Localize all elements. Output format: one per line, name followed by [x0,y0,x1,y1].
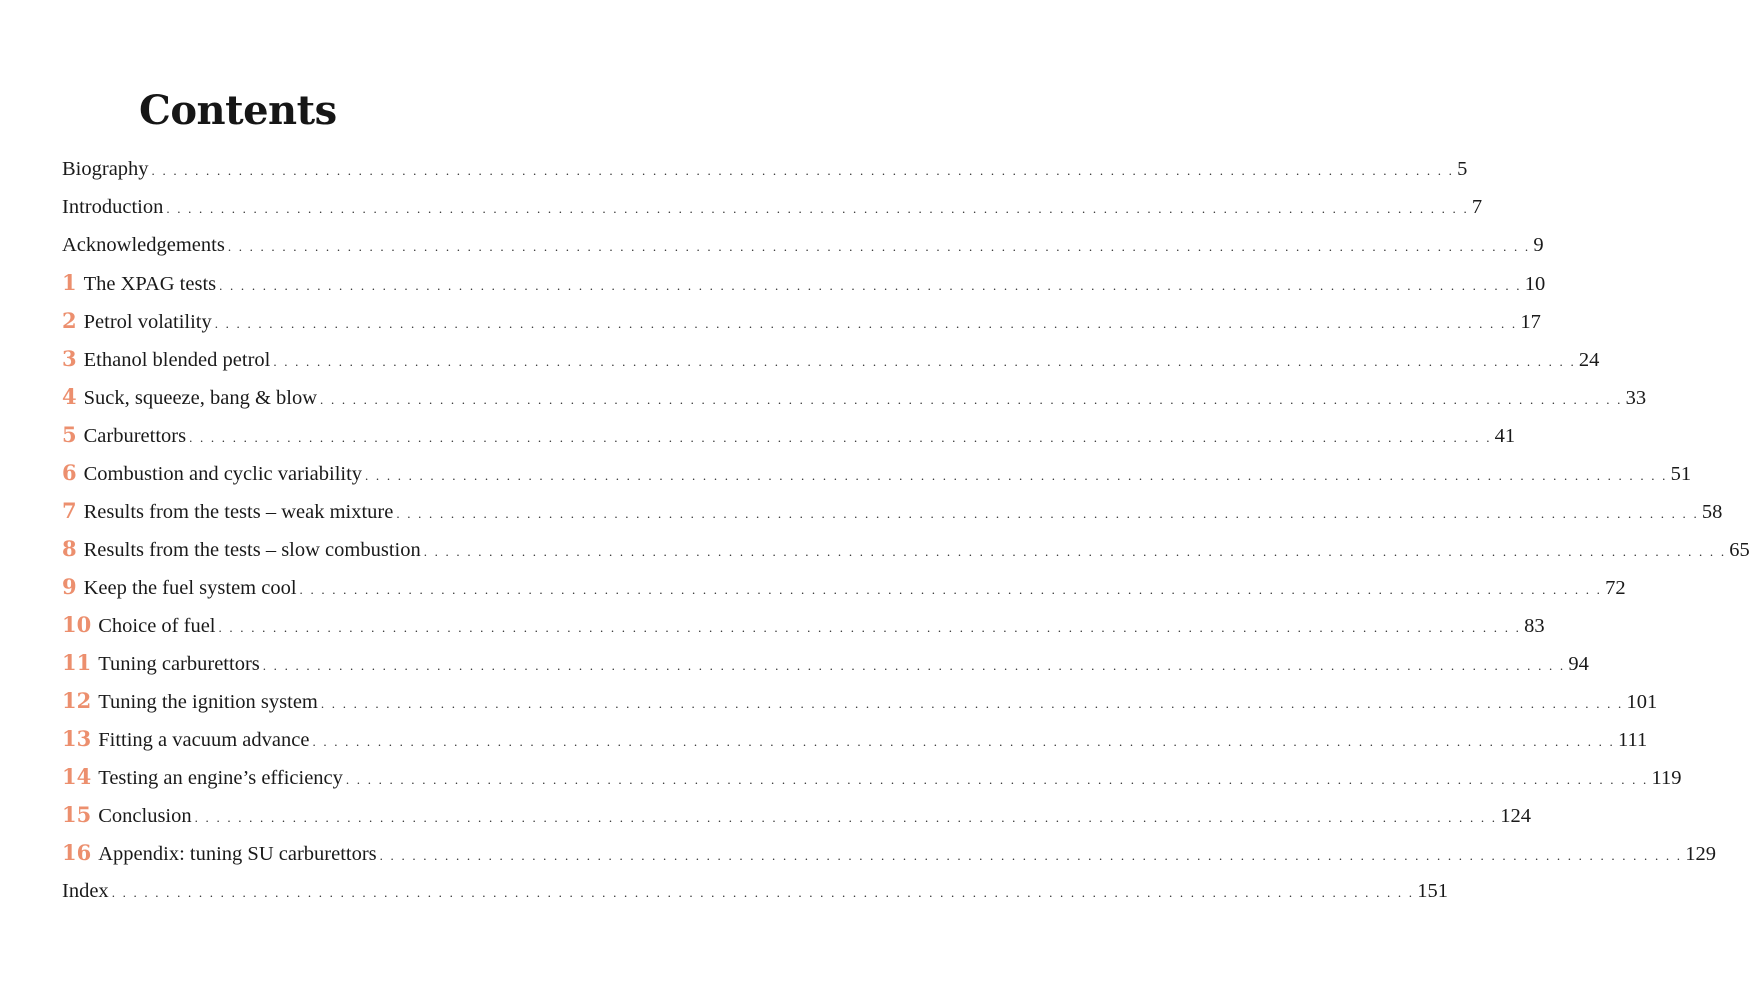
chapter-number: 2 [62,308,77,333]
entry-title: Petrol volatility [83,311,212,333]
page-number: 33 [1625,387,1647,409]
dot-leader: . . . . . . . . . . . . . . . . . . . . . . . . . . . . . . . . . . . . . . . . . . . . . . . . . . . . . . . . . . . . . . . . . . . . . . . . . . . . . . . . . . . . . . . . . . . . . . . . . . . . . . . . . . . . . . . . . . . . . . . . [189,430,1492,445]
chapter-number: 5 [62,422,77,447]
page-number: 51 [1670,463,1692,485]
dot-leader: . . . . . . . . . . . . . . . . . . . . . . . . . . . . . . . . . . . . . . . . . . . . . . . . . . . . . . . . . . . . . . . . . . . . . . . . . . . . . . . . . . . . . . . . . . . . . . . . . . . . . . . . . . . . . . . . . . . . . . . . [345,772,1649,787]
toc-entry-14[interactable] [62,644,1589,682]
toc-entry-15[interactable] [62,682,1658,720]
dot-leader: . . . . . . . . . . . . . . . . . . . . . . . . . . . . . . . . . . . . . . . . . . . . . . . . . . . . . . . . . . . . . . . . . . . . . . . . . . . . . . . . . . . . . . . . . . . . . . . . . . . . . . . . . . . . . . . . . . . . . . . . [111,885,1415,900]
toc-entry-7[interactable] [62,378,1647,416]
entry-title: Introduction [62,196,164,218]
page-number: 9 [1533,234,1544,256]
toc-entry-18[interactable] [62,796,1531,834]
entry-title: Biography [62,158,149,180]
toc-entry-11[interactable] [62,530,1750,568]
toc-entry-9[interactable] [62,454,1692,492]
dot-leader: . . . . . . . . . . . . . . . . . . . . . . . . . . . . . . . . . . . . . . . . . . . . . . . . . . . . . . . . . . . . . . . . . . . . . . . . . . . . . . . . . . . . . . . . . . . . . . . . . . . . . . . . . . . . . . . . . . . . . . . . [151,163,1455,178]
toc-entry-16[interactable] [62,720,1648,758]
chapter-number: 11 [62,650,92,675]
chapter-number: 10 [62,612,92,637]
toc-entry-20[interactable] [62,872,1448,910]
page-number: 10 [1524,273,1546,295]
toc-entry-13[interactable] [62,606,1545,644]
entry-title: Carburettors [83,425,187,447]
entry-title: Suck, squeeze, bang & blow [83,387,318,409]
page-number: 83 [1524,615,1545,637]
toc-entry-1[interactable] [62,150,1468,188]
chapter-number: 1 [62,270,77,295]
toc-entry-12[interactable] [62,568,1626,606]
dot-leader: . . . . . . . . . . . . . . . . . . . . . . . . . . . . . . . . . . . . . . . . . . . . . . . . . . . . . . . . . . . . . . . . . . . . . . . . . . . . . . . . . . . . . . . . . . . . . . . . . . . . . . . . . . . . . . . . . . . . . . . . [379,848,1683,863]
dot-leader: . . . . . . . . . . . . . . . . . . . . . . . . . . . . . . . . . . . . . . . . . . . . . . . . . . . . . . . . . . . . . . . . . . . . . . . . . . . . . . . . . . . . . . . . . . . . . . . . . . . . . . . . . . . . . . . . . . . . . . . . [423,544,1727,559]
dot-leader: . . . . . . . . . . . . . . . . . . . . . . . . . . . . . . . . . . . . . . . . . . . . . . . . . . . . . . . . . . . . . . . . . . . . . . . . . . . . . . . . . . . . . . . . . . . . . . . . . . . . . . . . . . . . . . . . . . . . . . . . [262,658,1566,673]
entry-title: Testing an engine’s efficiency [98,767,343,789]
dot-leader: . . . . . . . . . . . . . . . . . . . . . . . . . . . . . . . . . . . . . . . . . . . . . . . . . . . . . . . . . . . . . . . . . . . . . . . . . . . . . . . . . . . . . . . . . . . . . . . . . . . . . . . . . . . . . . . . . . . . . . . . [166,201,1469,216]
page-number: 124 [1500,805,1531,827]
page-number: 119 [1651,767,1682,789]
toc-entry-5[interactable] [62,302,1541,340]
table-of-contents [62,150,1750,910]
page-number: 5 [1457,158,1468,180]
toc-entry-3[interactable] [62,226,1544,264]
page-number: 151 [1417,880,1448,902]
chapter-number: 8 [62,536,77,561]
page-number: 7 [1471,196,1483,218]
chapter-number: 9 [62,574,77,599]
chapter-number: 7 [62,498,77,523]
toc-entry-8[interactable] [62,416,1516,454]
entry-title: Conclusion [98,805,192,827]
page-number: 94 [1568,653,1589,675]
page-number: 65 [1729,539,1750,561]
dot-leader: . . . . . . . . . . . . . . . . . . . . . . . . . . . . . . . . . . . . . . . . . . . . . . . . . . . . . . . . . . . . . . . . . . . . . . . . . . . . . . . . . . . . . . . . . . . . . . . . . . . . . . . . . . . . . . . . . . . . . . . . [365,468,1668,483]
page-number: 24 [1578,349,1600,371]
dot-leader: . . . . . . . . . . . . . . . . . . . . . . . . . . . . . . . . . . . . . . . . . . . . . . . . . . . . . . . . . . . . . . . . . . . . . . . . . . . . . . . . . . . . . . . . . . . . . . . . . . . . . . . . . . . . . . . . . . . . . . . . [273,354,1576,369]
chapter-number: 15 [62,802,92,827]
entry-title: Acknowledgements [62,234,225,256]
toc-entry-10[interactable] [62,492,1723,530]
chapter-number: 4 [62,384,77,409]
entry-title: Results from the tests – weak mixture [83,501,394,523]
chapter-number: 6 [62,460,77,485]
page-number: 17 [1520,311,1541,333]
chapter-number: 3 [62,346,77,371]
page-number: 111 [1618,729,1648,751]
page-number: 72 [1605,577,1626,599]
dot-leader: . . . . . . . . . . . . . . . . . . . . . . . . . . . . . . . . . . . . . . . . . . . . . . . . . . . . . . . . . . . . . . . . . . . . . . . . . . . . . . . . . . . . . . . . . . . . . . . . . . . . . . . . . . . . . . . . . . . . . . . . [194,810,1498,825]
page-number: 41 [1494,425,1516,447]
dot-leader: . . . . . . . . . . . . . . . . . . . . . . . . . . . . . . . . . . . . . . . . . . . . . . . . . . . . . . . . . . . . . . . . . . . . . . . . . . . . . . . . . . . . . . . . . . . . . . . . . . . . . . . . . . . . . . . . . . . . . . . . [299,582,1603,597]
dot-leader: . . . . . . . . . . . . . . . . . . . . . . . . . . . . . . . . . . . . . . . . . . . . . . . . . . . . . . . . . . . . . . . . . . . . . . . . . . . . . . . . . . . . . . . . . . . . . . . . . . . . . . . . . . . . . . . . . . . . . . . . [320,392,1623,407]
page-number: 129 [1685,843,1716,865]
dot-leader: . . . . . . . . . . . . . . . . . . . . . . . . . . . . . . . . . . . . . . . . . . . . . . . . . . . . . . . . . . . . . . . . . . . . . . . . . . . . . . . . . . . . . . . . . . . . . . . . . . . . . . . . . . . . . . . . . . . . . . . . [214,316,1518,331]
entry-title: Index [62,880,109,902]
entry-title: Ethanol blended petrol [83,349,271,371]
entry-title: Results from the tests – slow combustion [83,539,421,561]
entry-title: Tuning the ignition system [98,691,318,713]
entry-title: Fitting a vacuum advance [98,729,310,751]
entry-title: Combustion and cyclic variability [83,463,363,485]
entry-title: The XPAG tests [83,273,217,295]
entry-title: Tuning carburettors [98,653,260,675]
toc-entry-19[interactable] [62,834,1716,872]
dot-leader: . . . . . . . . . . . . . . . . . . . . . . . . . . . . . . . . . . . . . . . . . . . . . . . . . . . . . . . . . . . . . . . . . . . . . . . . . . . . . . . . . . . . . . . . . . . . . . . . . . . . . . . . . . . . . . . . . . . . . . . . [320,696,1624,711]
entry-title: Choice of fuel [98,615,216,637]
entry-title: Appendix: tuning SU carburettors [98,843,377,865]
chapter-number: 12 [62,688,92,713]
toc-entry-6[interactable] [62,340,1600,378]
page-number: 58 [1701,501,1723,523]
chapter-number: 13 [62,726,92,751]
dot-leader: . . . . . . . . . . . . . . . . . . . . . . . . . . . . . . . . . . . . . . . . . . . . . . . . . . . . . . . . . . . . . . . . . . . . . . . . . . . . . . . . . . . . . . . . . . . . . . . . . . . . . . . . . . . . . . . . . . . . . . . . [312,734,1615,749]
toc-entry-4[interactable] [62,264,1546,302]
entry-title: Keep the fuel system cool [83,577,297,599]
dot-leader: . . . . . . . . . . . . . . . . . . . . . . . . . . . . . . . . . . . . . . . . . . . . . . . . . . . . . . . . . . . . . . . . . . . . . . . . . . . . . . . . . . . . . . . . . . . . . . . . . . . . . . . . . . . . . . . . . . . . . . . . [219,278,1522,293]
toc-entry-17[interactable] [62,758,1682,796]
dot-leader: . . . . . . . . . . . . . . . . . . . . . . . . . . . . . . . . . . . . . . . . . . . . . . . . . . . . . . . . . . . . . . . . . . . . . . . . . . . . . . . . . . . . . . . . . . . . . . . . . . . . . . . . . . . . . . . . . . . . . . . . [218,620,1522,635]
chapter-number: 14 [62,764,92,789]
dot-leader: . . . . . . . . . . . . . . . . . . . . . . . . . . . . . . . . . . . . . . . . . . . . . . . . . . . . . . . . . . . . . . . . . . . . . . . . . . . . . . . . . . . . . . . . . . . . . . . . . . . . . . . . . . . . . . . . . . . . . . . . [396,506,1699,521]
page-number: 101 [1626,691,1658,713]
dot-leader: . . . . . . . . . . . . . . . . . . . . . . . . . . . . . . . . . . . . . . . . . . . . . . . . . . . . . . . . . . . . . . . . . . . . . . . . . . . . . . . . . . . . . . . . . . . . . . . . . . . . . . . . . . . . . . . . . . . . . . . . [227,239,1531,254]
toc-entry-2[interactable] [62,188,1483,226]
page-title: Contents [139,87,337,134]
chapter-number: 16 [62,840,92,865]
